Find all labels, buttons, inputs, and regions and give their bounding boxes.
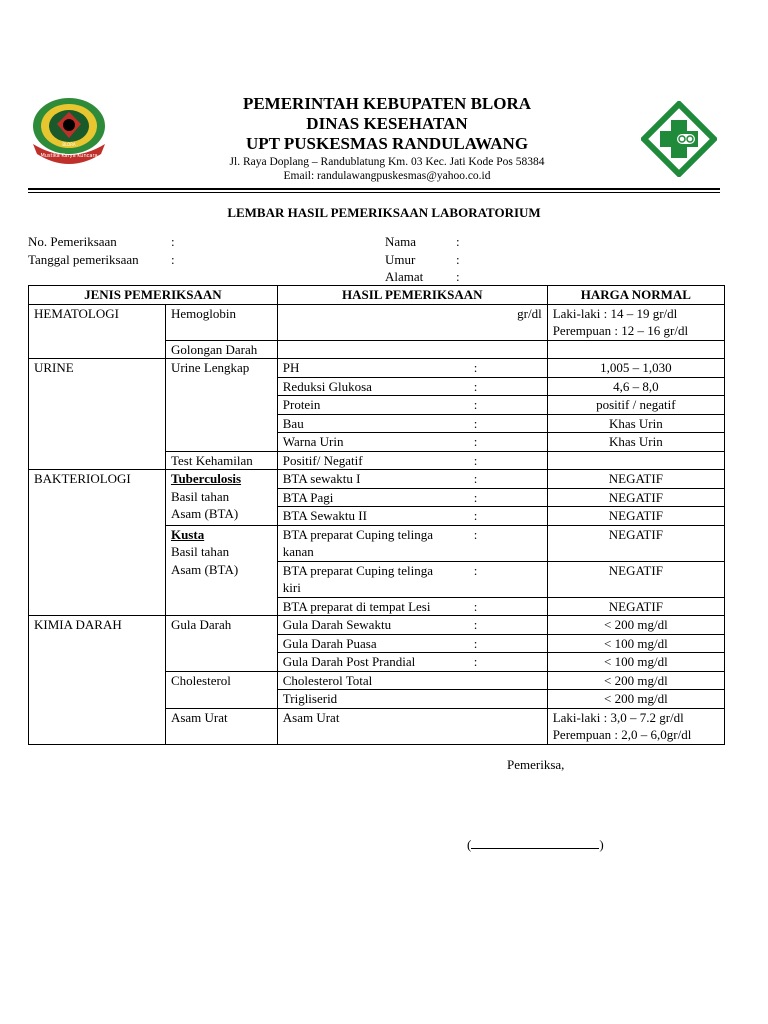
- hasil-golongan-darah: [277, 340, 547, 359]
- hasil-hemoglobin-unit: gr/dl: [277, 304, 547, 340]
- item-hemoglobin: Hemoglobin: [165, 304, 277, 340]
- label-nama: Nama: [385, 234, 417, 249]
- puskesmas-logo: [641, 101, 717, 177]
- header-divider-thick: [28, 188, 720, 190]
- blora-regency-logo: [27, 94, 111, 166]
- hasil-lesi: BTA preparat di tempat Lesi :: [277, 597, 547, 616]
- normal-hb-male: Laki-laki : 14 – 19 gr/dl: [552, 305, 678, 321]
- normal-au-male: Laki-laki : 3,0 – 7.2 gr/dl: [552, 709, 684, 725]
- document-title: LEMBAR HASIL PEMERIKSAAN LABORATORIUM: [227, 205, 541, 220]
- normal-protein: positif / negatif: [547, 396, 724, 415]
- header-line-3: UPT PUSKESMAS RANDULAWANG: [245, 134, 529, 153]
- table-row: [29, 470, 725, 489]
- normal-golongan-darah: [547, 340, 724, 359]
- normal-bta-sewaktu-1: NEGATIF: [547, 470, 724, 489]
- colon-umur: :: [456, 252, 460, 267]
- item-kusta: [165, 525, 277, 616]
- hasil-cuping-kiri: BTA preparat Cuping telinga kiri :: [277, 561, 547, 597]
- hasil-cuping-kanan: BTA preparat Cuping telinga kanan :: [277, 525, 547, 561]
- header-line-1: PEMERINTAH KEBUPATEN BLORA: [242, 94, 532, 113]
- svg-text:Mustika Karya Kuncara: Mustika Karya Kuncara: [40, 153, 98, 159]
- normal-warna-urin: Khas Urin: [547, 433, 724, 452]
- header-address: Jl. Raya Doplang – Randublatung Km. 03 Kec. Jati Kode Pos 58384: [229, 156, 545, 168]
- colon-nama: :: [456, 234, 460, 249]
- normal-asam-urat: [547, 708, 724, 744]
- hasil-gdp: Gula Darah Puasa :: [277, 634, 547, 653]
- lab-results-table: [28, 285, 725, 745]
- normal-hemoglobin: [547, 304, 724, 340]
- tb-asam-label: Asam (BTA): [170, 506, 239, 521]
- table-row: [29, 304, 725, 340]
- normal-gds: < 200 mg/dl: [547, 616, 724, 635]
- colon-no: :: [171, 234, 175, 249]
- kusta-basil-label: Basil tahan: [170, 544, 230, 559]
- normal-cuping-kiri: NEGATIF: [547, 561, 724, 597]
- normal-bau: Khas Urin: [547, 414, 724, 433]
- category-urine: URINE: [29, 359, 166, 470]
- item-cholesterol: Cholesterol: [165, 671, 277, 708]
- hasil-cholesterol-total: Cholesterol Total: [277, 671, 547, 690]
- svg-text:BLORA: BLORA: [62, 142, 76, 147]
- header-jenis: JENIS PEMERIKSAAN: [29, 286, 278, 305]
- hasil-bta-sewaktu-1: BTA sewaktu I :: [277, 470, 547, 489]
- hasil-protein: Protein :: [277, 396, 547, 415]
- table-header-row: [29, 286, 725, 305]
- header-normal: HARGA NORMAL: [547, 286, 724, 305]
- item-gula-darah: Gula Darah: [165, 616, 277, 672]
- kusta-asam-label: Asam (BTA): [170, 561, 239, 577]
- signature-label: Pemeriksa,: [507, 757, 565, 772]
- category-bakteriologi: BAKTERIOLOGI: [29, 470, 166, 616]
- table-row: [29, 616, 725, 635]
- header-divider-thin: [28, 192, 720, 193]
- hasil-bta-pagi: BTA Pagi :: [277, 488, 547, 507]
- table-row: [29, 359, 725, 378]
- signature-line: ( ): [467, 837, 604, 852]
- hasil-bau: Bau :: [277, 414, 547, 433]
- header-line-2: DINAS KESEHATAN: [306, 114, 468, 133]
- tb-basil-label: Basil tahan: [170, 488, 230, 504]
- header-email: Email: randulawangpuskesmas@yahoo.co.id: [283, 170, 491, 182]
- label-alamat: Alamat: [385, 269, 424, 284]
- label-no-pemeriksaan: No. Pemeriksaan: [28, 234, 117, 249]
- hasil-asam-urat: Asam Urat: [277, 708, 547, 744]
- item-golongan-darah: Golongan Darah: [165, 340, 277, 359]
- normal-lesi: NEGATIF: [547, 597, 724, 616]
- colon-alamat: :: [456, 269, 460, 284]
- item-test-kehamilan: Test Kehamilan: [165, 451, 277, 470]
- normal-hb-female: Perempuan : 12 – 16 gr/dl: [552, 323, 689, 338]
- normal-au-female: Perempuan : 2,0 – 6,0gr/dl: [552, 727, 692, 742]
- hasil-ph: PH :: [277, 359, 547, 378]
- normal-cholesterol-total: < 200 mg/dl: [547, 671, 724, 690]
- item-tuberculosis: [165, 470, 277, 526]
- hasil-warna-urin: Warna Urin :: [277, 433, 547, 452]
- tuberculosis-label: Tuberculosis: [170, 471, 242, 486]
- category-kimia-darah: KIMIA DARAH: [29, 616, 166, 745]
- normal-bta-pagi: NEGATIF: [547, 488, 724, 507]
- hasil-trigliserid: Trigliserid: [277, 690, 547, 709]
- colon-tanggal: :: [171, 252, 175, 267]
- label-umur: Umur: [385, 252, 416, 267]
- normal-gdpp: < 100 mg/dl: [547, 653, 724, 672]
- item-urine-lengkap: Urine Lengkap: [165, 359, 277, 452]
- normal-cuping-kanan: NEGATIF: [547, 525, 724, 561]
- normal-reduksi-glukosa: 4,6 – 8,0: [547, 377, 724, 396]
- normal-test-kehamilan: [547, 451, 724, 470]
- hasil-gds: Gula Darah Sewaktu :: [277, 616, 547, 635]
- normal-trigliserid: < 200 mg/dl: [547, 690, 724, 709]
- hasil-reduksi-glukosa: Reduksi Glukosa :: [277, 377, 547, 396]
- category-hematologi: HEMATOLOGI: [29, 304, 166, 359]
- label-tanggal: Tanggal pemeriksaan: [28, 252, 139, 267]
- normal-ph: 1,005 – 1,030: [547, 359, 724, 378]
- kusta-label: Kusta: [170, 526, 205, 542]
- header-hasil: HASIL PEMERIKSAAN: [277, 286, 547, 305]
- item-asam-urat: Asam Urat: [165, 708, 277, 744]
- hasil-test-kehamilan: Positif/ Negatif :: [277, 451, 547, 470]
- hasil-bta-sewaktu-2: BTA Sewaktu II :: [277, 507, 547, 526]
- normal-gdp: < 100 mg/dl: [547, 634, 724, 653]
- normal-bta-sewaktu-2: NEGATIF: [547, 507, 724, 526]
- hasil-gdpp: Gula Darah Post Prandial :: [277, 653, 547, 672]
